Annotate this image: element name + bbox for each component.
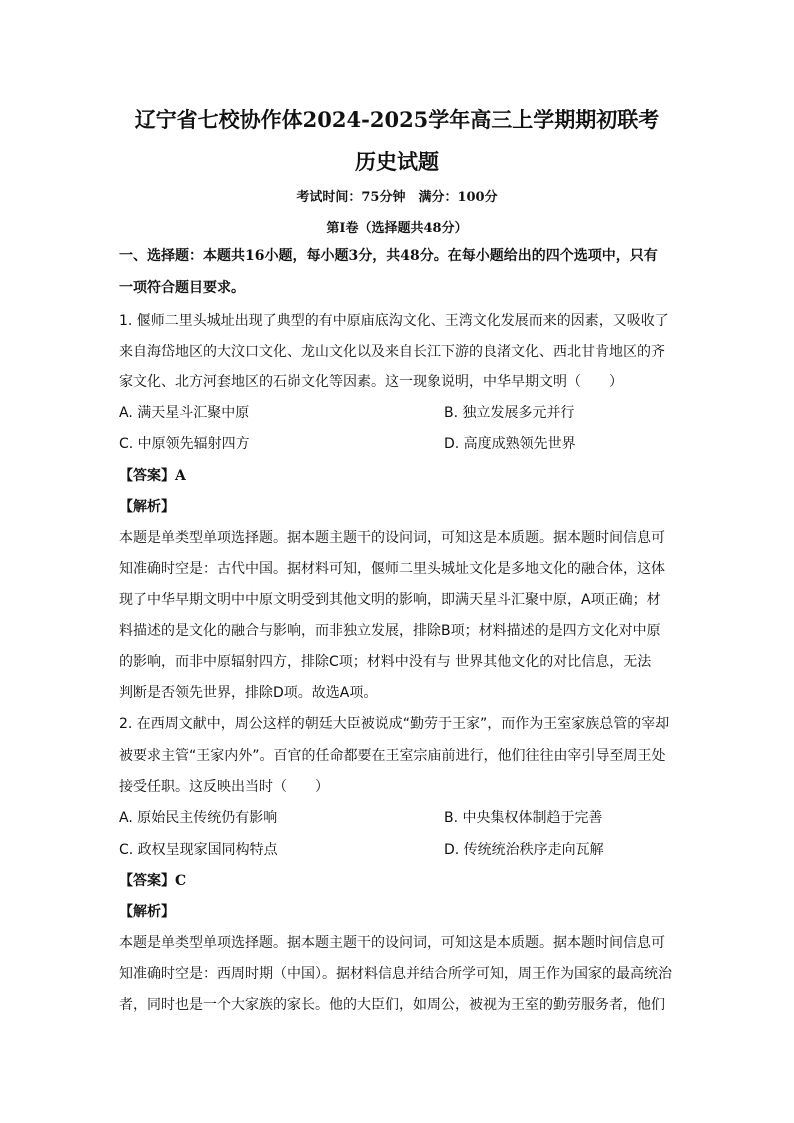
volume-heading: 第I卷（选择题共48分） [326,221,468,236]
q2-option-c: C. 政权呈现家国同构特点 [119,842,278,858]
q1-option-b: B. 独立发展多元并行 [444,405,575,421]
q2-analysis-line-2: 知准确时空是：西周时期（中国）。据材料信息并结合所学可知，周王作为国家的最高统治 [119,966,672,982]
q1-analysis-line-1: 本题是单类型单项选择题。据本题主题干的设问词，可知这是本质题。据本题时间信息可 [119,530,665,546]
q1-stem-line-3: 家文化、北方河套地区的石峁文化等因素。这一现象说明，中华早期文明（ ） [119,374,623,390]
q2-analysis-line-1: 本题是单类型单项选择题。据本题主题干的设问词，可知这是本质题。据本题时间信息可 [119,935,665,951]
q1-answer: 【答案】A [119,468,186,484]
q1-option-a: A. 满天星斗汇聚中原 [119,405,250,421]
q2-stem-line-2: 被要求主管“王家内外”。百官的任命都要在王室宗庙前进行，他们往往由宰引导至周王处 [119,748,666,764]
title-line-2: 历史试题 [355,149,439,174]
q1-analysis-label: 【解析】 [119,499,175,515]
q1-analysis-line-5: 的影响，而非中原辐射四方，排除C项；材料中没有与 世界其他文化的对比信息，无法 [119,654,652,670]
q2-stem-line-3: 接受任职。这反映出当时（ ） [119,779,329,795]
q2-option-b: B. 中央集权体制趋于完善 [444,810,603,826]
q1-option-d: D. 高度成熟领先世界 [444,436,576,452]
q1-analysis-line-4: 料描述的是文化的融合与影响，而非独立发展，排除B项；材料描述的是四方文化对中原 [119,623,661,639]
q1-stem-line-2: 来自海岱地区的大汶口文化、龙山文化以及来自长江下游的良渚文化、西北甘肯地区的齐 [119,344,665,360]
section-heading-line-1: 一、选择题：本题共16小题，每小题3分，共48分。在每小题给出的四个选项中，只有 [119,248,658,264]
title-line-1: 辽宁省七校协作体2024-2025学年高三上学期期初联考 [134,107,660,132]
q1-stem-line-1: 1. 偃师二里头城址出现了典型的有中原庙底沟文化、王湾文化发展而来的因素，又吸收了 [119,313,669,329]
q1-analysis-line-2: 知准确时空是：古代中国。据材料可知，偃师二里头城址文化是多地文化的融合体，这体 [119,561,665,577]
q2-analysis-line-3: 者，同时也是一个大家族的家长。他的大臣们，如周公，被视为王室的勤劳服务者，他们 [119,997,665,1013]
q1-analysis-line-3: 现了中华早期文明中中原文明受到其他文明的影响，即满天星斗汇聚中原，A项正确；材 [119,592,661,608]
q1-analysis-line-6: 判断是否领先世界，排除D项。故选A项。 [119,685,378,701]
exam-info: 考试时间：75分钟 满分：100分 [296,190,498,205]
q2-option-a: A. 原始民主传统仍有影响 [119,810,278,826]
q1-option-c: C. 中原领先辐射四方 [119,436,250,452]
q2-analysis-label: 【解析】 [119,904,175,920]
section-heading-line-2: 一项符合题目要求。 [119,280,245,296]
q2-answer: 【答案】C [119,873,187,889]
q2-option-d: D. 传统统治秩序走向瓦解 [444,842,604,858]
q2-stem-line-1: 2. 在西周文献中，周公这样的朝廷大臣被说成“勤劳于王家”，而作为王室家族总管的宰却 [119,716,670,732]
